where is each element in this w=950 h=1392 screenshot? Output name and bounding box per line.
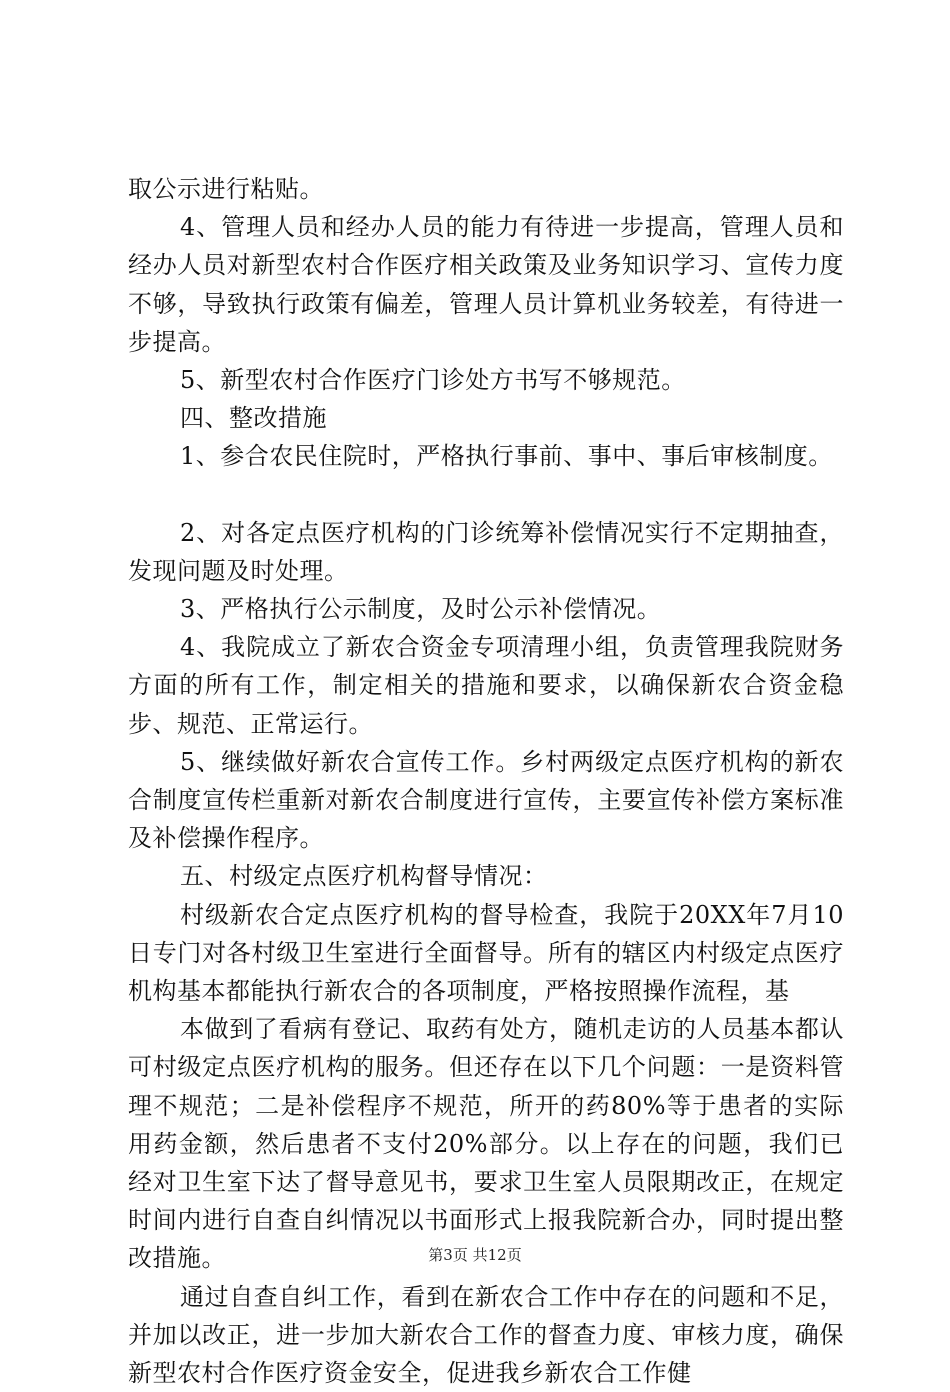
paragraph: 4、我院成立了新农合资金专项清理小组，负责管理我院财务方面的所有工作，制定相关的措施和要求，以确保新农合资金稳步、规范、正常运行。 <box>128 633 844 738</box>
paragraph: 本做到了看病有登记、取药有处方，随机走访的人员基本都认可村级定点医疗机构的服务。但还存在以下几个问题：一是资料管理不规范；二是补偿程序不规范，所开的药80%等于患者的实际用药金额，然后患者不支付20%部分。以上存在的问题，我们已经对卫生室下达了督导意见书，要求卫生室人员限期改正，在规定时间内进行自查自纠情况以书面形式上报我院新合办，同时提出整改措施。 <box>128 1015 844 1273</box>
paragraph: 5、继续做好新农合宣传工作。乡村两级定点医疗机构的新农合制度宣传栏重新对新农合制度进行宣传，主要宣传补偿方案标准及补偿操作程序。 <box>128 747 844 853</box>
paragraph: 1、参合农民住院时，严格执行事前、事中、事后审核制度。 <box>180 442 833 471</box>
document-body <box>128 170 844 1392</box>
paragraph: 2、对各定点医疗机构的门诊统筹补偿情况实行不定期抽查，发现问题及时处理。 <box>128 518 844 585</box>
paragraph: 村级新农合定点医疗机构的督导检查，我院于20XX年7月10日专门对各村级卫生室进行全面督导。所有的辖区内村级定点医疗机构基本都能执行新农合的各项制度，严格按照操作流程，基 <box>128 900 844 1006</box>
paragraph: 3、严格执行公示制度，及时公示补偿情况。 <box>180 595 662 624</box>
paragraph: 取公示进行粘贴。 <box>128 175 324 203</box>
page-footer: 第3页 共12页 <box>428 1246 522 1264</box>
paragraph: 四、整改措施 <box>180 404 327 433</box>
paragraph: 4、管理人员和经办人员的能力有待进一步提高，管理人员和经办人员对新型农村合作医疗相关政策及业务知识学习、宣传力度不够，导致执行政策有偏差，管理人员计算机业务较差，有待进一步提高。 <box>128 213 844 356</box>
paragraph: 五、村级定点医疗机构督导情况： <box>180 862 548 891</box>
paragraph: 5、新型农村合作医疗门诊处方书写不够规范。 <box>180 366 686 395</box>
paragraph: 通过自查自纠工作，看到在新农合工作中存在的问题和不足，并加以改正，进一步加大新农合工作的督查力度、审核力度，确保新型农村合作医疗资金安全，促进我乡新农合工作健 <box>128 1282 844 1388</box>
